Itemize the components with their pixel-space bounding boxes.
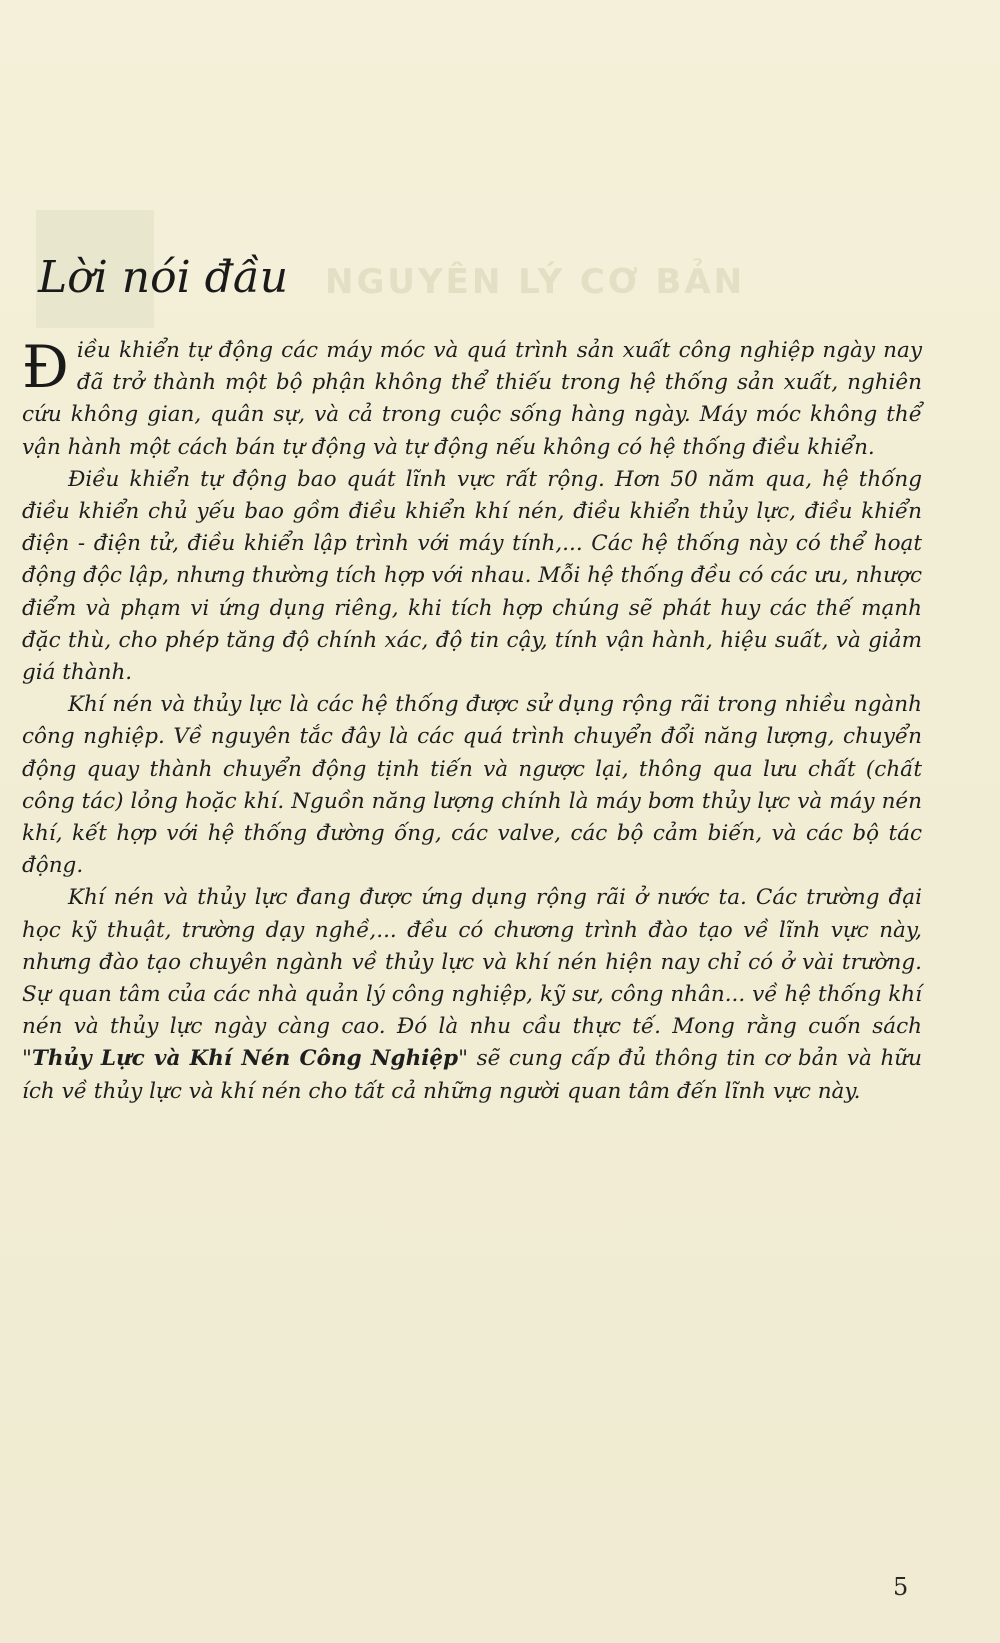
paragraph-1-text: iều khiển tự động các máy móc và quá trình sản xuất công nghiệp ngày nay đã trở thành một bộ phận không thể thiếu trong hệ thống sản xuất, nghiên cứu không gian, quân sự, và cả trong cuộc sống hàng ngày. Máy móc không thể vận hành một cách bán tự động và tự động nếu không có hệ thống điều khiển. [22, 338, 922, 460]
paragraph-3: Khí nén và thủy lực là các hệ thống được sử dụng rộng rãi trong nhiều ngành công nghiệp. Về nguyên tắc đây là các quá trình chuyển đổi năng lượng, chuyển động quay thành chuyển động tịnh tiến và ngược lại, thông qua lưu chất (chất công tác) lỏng hoặc khí. Nguồn năng lượng chính là máy bơm thủy lực và máy nén khí, kết hợp với hệ thống đường ống, các valve, các bộ cảm biến, và các bộ tác động. [22, 692, 922, 879]
paragraph-4-text-before: Khí nén và thủy lực đang được ứng dụng rộng rãi ở nước ta. Các trường đại học kỹ thuật, trường dạy nghề,... đều có chương trình đào tạo về lĩnh vực này, nhưng đào tạo chuyên ngành về thủy lực và khí nén hiện nay chỉ có ở vài trường. Sự quan tâm của các nhà quản lý công nghiệp, kỹ sư, công nhân... về hệ thống khí nén và thủy lực ngày càng cao. Đó là nhu cầu thực tế. Mong rằng cuốn sách " [22, 885, 922, 1072]
background-heading: NGUYÊN LÝ CƠ BẢN [325, 262, 746, 302]
paragraph-4 [22, 882, 922, 1107]
drop-cap: Đ [22, 333, 69, 401]
preface-body [22, 335, 922, 1108]
page-heading: Lời nói đầu [38, 252, 289, 303]
page-number: 5 [893, 1573, 909, 1601]
book-title: Thủy Lực và Khí Nén Công Nghiệp [31, 1046, 459, 1072]
paragraph-2: Điều khiển tự động bao quát lĩnh vực rất rộng. Hơn 50 năm qua, hệ thống điều khiển chủ yếu bao gồm điều khiển khí nén, điều khiển thủy lực, điều khiển điện - điện tử, điều khiển lập trình với máy tính,... Các hệ thống này có thể hoạt động độc lập, nhưng thường tích hợp với nhau. Mỗi hệ thống đều có các ưu, nhược điểm và phạm vi ứng dụng riêng, khi tích hợp chúng sẽ phát huy các thế mạnh đặc thù, cho phép tăng độ chính xác, độ tin cậy, tính vận hành, hiệu suất, và giảm giá thành. [22, 466, 922, 686]
paragraph-1 [22, 335, 922, 464]
paragraph-4-text-after: " sẽ cung cấp đủ thông tin cơ bản và hữu ích về thủy lực và khí nén cho tất cả những người quan tâm đến lĩnh vực này. [22, 1046, 922, 1104]
